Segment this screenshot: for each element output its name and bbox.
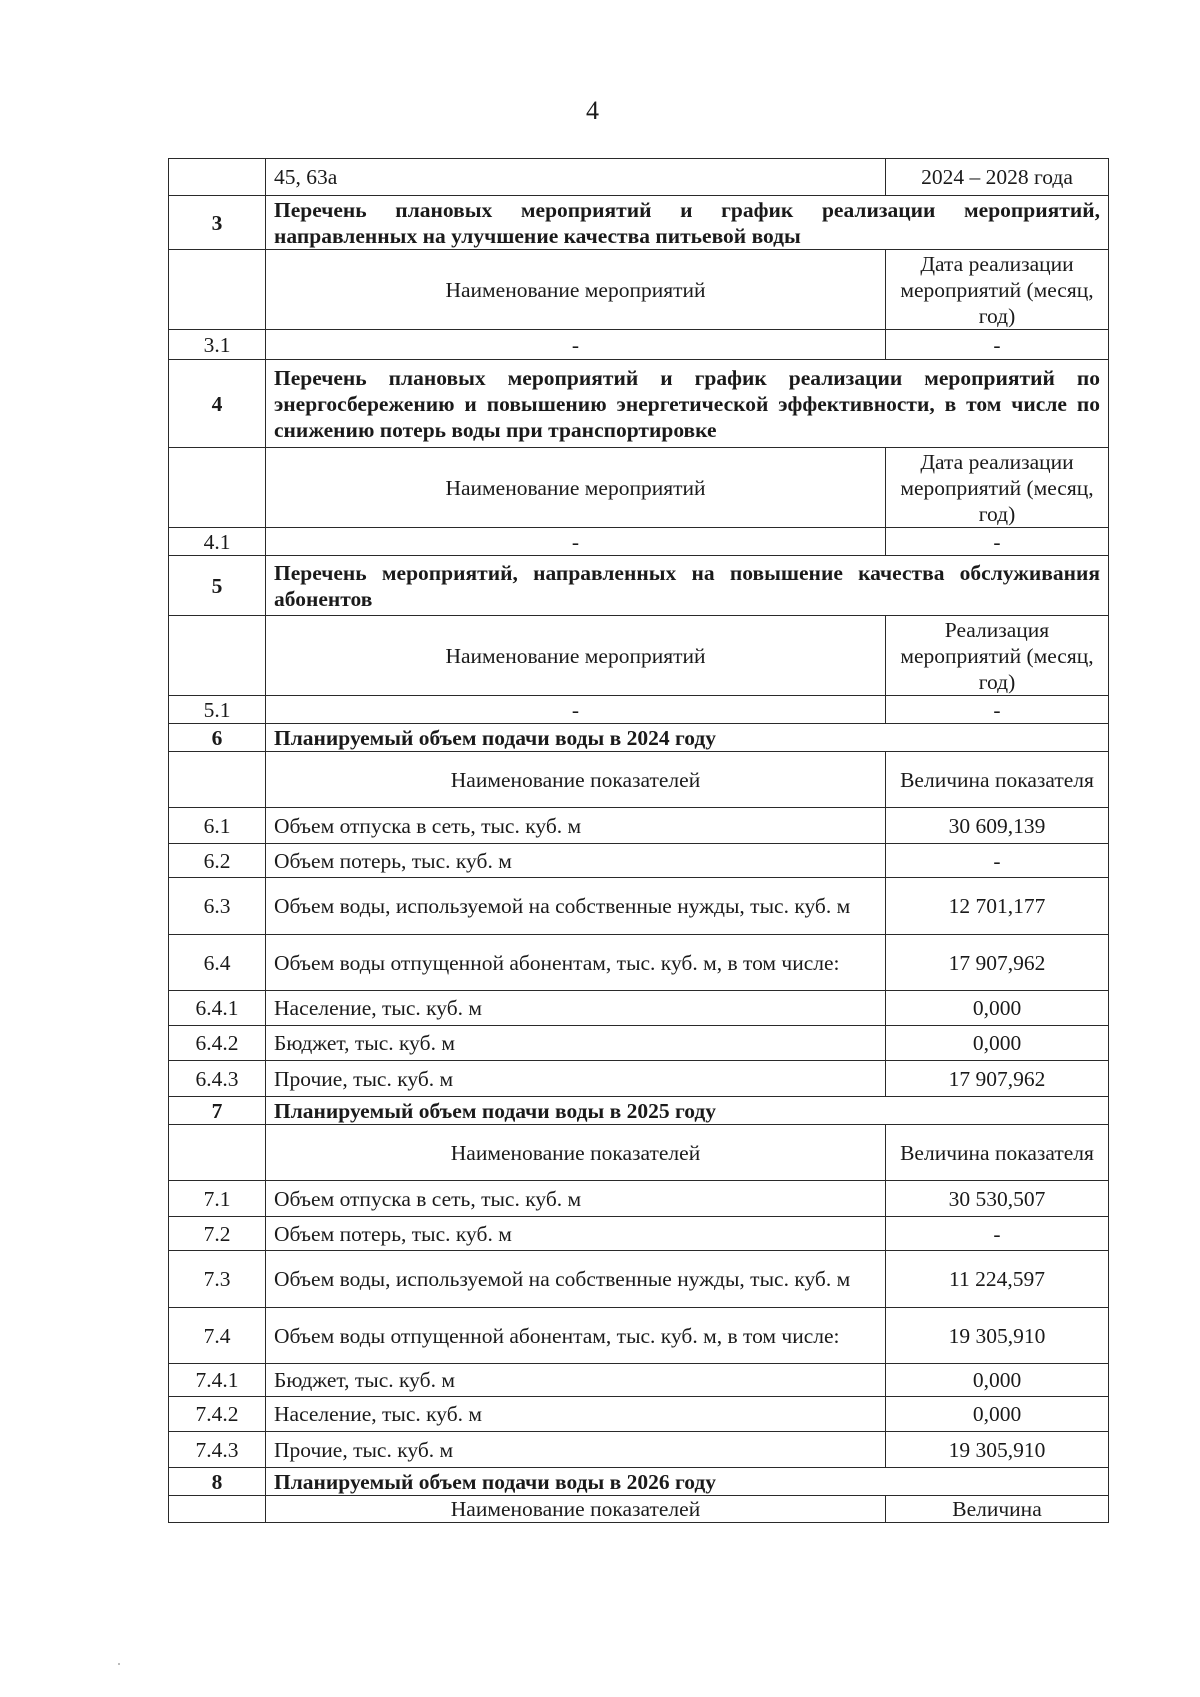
row-value: 0,000 [886,991,1109,1026]
row-name: - [266,696,886,724]
row-name: Объем потерь, тыс. куб. м [266,844,886,878]
row-name: Бюджет, тыс. куб. м [266,1026,886,1061]
row-value: - [886,1217,1109,1251]
row-number: 6.4.2 [169,1026,266,1061]
section-number: 3 [169,196,266,250]
row-name: Объем отпуска в сеть, тыс. куб. м [266,1181,886,1217]
empty-cell [169,1496,266,1523]
section-number: 6 [169,724,266,752]
table-row [169,1061,1109,1097]
table-row [169,1308,1109,1364]
header-date: Реализация мероприятий (месяц, год) [886,616,1109,696]
section-number: 5 [169,556,266,616]
row-name: Бюджет, тыс. куб. м [266,1364,886,1397]
row-name: Население, тыс. куб. м [266,991,886,1026]
section-header-row [169,196,1109,250]
row-number: 7.4.3 [169,1432,266,1468]
header-value: Величина [886,1496,1109,1523]
page-number: 4 [586,96,599,125]
row-name: Население, тыс. куб. м [266,1397,886,1432]
row-number: 7.4 [169,1308,266,1364]
row-date: - [886,528,1109,556]
row-number: 6.4 [169,935,266,991]
row-name: - [266,330,886,360]
row-value: 12 701,177 [886,878,1109,935]
row-number: 7.1 [169,1181,266,1217]
row-number: 6.1 [169,808,266,844]
section-header-row [169,1097,1109,1125]
header-value: Величина показателя [886,752,1109,808]
section-title: Планируемый объем подачи воды в 2024 году [266,724,1109,752]
row-value: 17 907,962 [886,935,1109,991]
table-row [169,1397,1109,1432]
row-value: 19 305,910 [886,1432,1109,1468]
row-number: 6.4.3 [169,1061,266,1097]
empty-cell [169,616,266,696]
table-row [169,159,1109,196]
table-row [169,844,1109,878]
table-row [169,935,1109,991]
column-header-row [169,1125,1109,1181]
table-row [169,528,1109,556]
table-row [169,1364,1109,1397]
row-name: Объем воды отпущенной абонентам, тыс. куб. м, в том числе: [266,1308,886,1364]
section-title: Планируемый объем подачи воды в 2026 году [266,1468,1109,1496]
row-value: 11 224,597 [886,1251,1109,1308]
row-name: - [266,528,886,556]
measures-table [168,158,1109,1523]
empty-cell [169,250,266,330]
header-name: Наименование мероприятий [266,448,886,528]
header-name: Наименование показателей [266,1496,886,1523]
row-name: Объем воды, используемой на собственные нужды, тыс. куб. м [266,878,886,935]
row-number: 4.1 [169,528,266,556]
row-number: 6.4.1 [169,991,266,1026]
header-name: Наименование показателей [266,1125,886,1181]
empty-cell [169,752,266,808]
table-row [169,878,1109,935]
table-row [169,330,1109,360]
column-header-row [169,1496,1109,1523]
column-header-row [169,250,1109,330]
section-number: 8 [169,1468,266,1496]
section-title: Перечень плановых мероприятий и график реализации мероприятий, направленных на улучшение качества питьевой воды [266,196,1109,250]
row-text: 45, 63а [266,159,886,196]
section-title: Перечень плановых мероприятий и график реализации мероприятий по энергосбережению и повышению энергетической эффективности, в том числе по снижению потерь воды при транспортировке [266,360,1109,448]
scan-artifact [118,1663,120,1665]
table-row [169,1432,1109,1468]
table-row [169,1181,1109,1217]
row-value: 17 907,962 [886,1061,1109,1097]
row-number: 6.2 [169,844,266,878]
table-row [169,696,1109,724]
row-value: 30 609,139 [886,808,1109,844]
row-number: 7.3 [169,1251,266,1308]
table-row [169,1217,1109,1251]
row-number: 5.1 [169,696,266,724]
row-value: 30 530,507 [886,1181,1109,1217]
header-date: Дата реализации мероприятий (месяц, год) [886,448,1109,528]
section-header-row [169,1468,1109,1496]
section-title: Планируемый объем подачи воды в 2025 году [266,1097,1109,1125]
row-number: 7.4.2 [169,1397,266,1432]
section-header-row [169,556,1109,616]
empty-cell [169,1125,266,1181]
header-name: Наименование показателей [266,752,886,808]
table-row [169,808,1109,844]
row-name: Прочие, тыс. куб. м [266,1061,886,1097]
column-header-row [169,448,1109,528]
row-number: 6.3 [169,878,266,935]
row-number: 3.1 [169,330,266,360]
empty-cell [169,448,266,528]
section-number: 4 [169,360,266,448]
row-value: 0,000 [886,1364,1109,1397]
section-header-row [169,724,1109,752]
row-date: - [886,330,1109,360]
row-name: Объем воды отпущенной абонентам, тыс. куб. м, в том числе: [266,935,886,991]
header-date: Дата реализации мероприятий (месяц, год) [886,250,1109,330]
row-date: - [886,696,1109,724]
row-number: 7.4.1 [169,1364,266,1397]
table-row [169,1026,1109,1061]
row-name: Объем отпуска в сеть, тыс. куб. м [266,808,886,844]
table-row [169,1251,1109,1308]
section-header-row [169,360,1109,448]
section-number: 7 [169,1097,266,1125]
section-title: Перечень мероприятий, направленных на повышение качества обслуживания абонентов [266,556,1109,616]
header-name: Наименование мероприятий [266,250,886,330]
row-name: Прочие, тыс. куб. м [266,1432,886,1468]
header-value: Величина показателя [886,1125,1109,1181]
row-name: Объем потерь, тыс. куб. м [266,1217,886,1251]
row-date: 2024 – 2028 года [886,159,1109,196]
empty-cell [169,159,266,196]
table-row [169,991,1109,1026]
header-name: Наименование мероприятий [266,616,886,696]
row-value: 0,000 [886,1026,1109,1061]
row-value: 0,000 [886,1397,1109,1432]
row-value: 19 305,910 [886,1308,1109,1364]
column-header-row [169,752,1109,808]
row-value: - [886,844,1109,878]
column-header-row [169,616,1109,696]
row-number: 7.2 [169,1217,266,1251]
row-name: Объем воды, используемой на собственные нужды, тыс. куб. м [266,1251,886,1308]
